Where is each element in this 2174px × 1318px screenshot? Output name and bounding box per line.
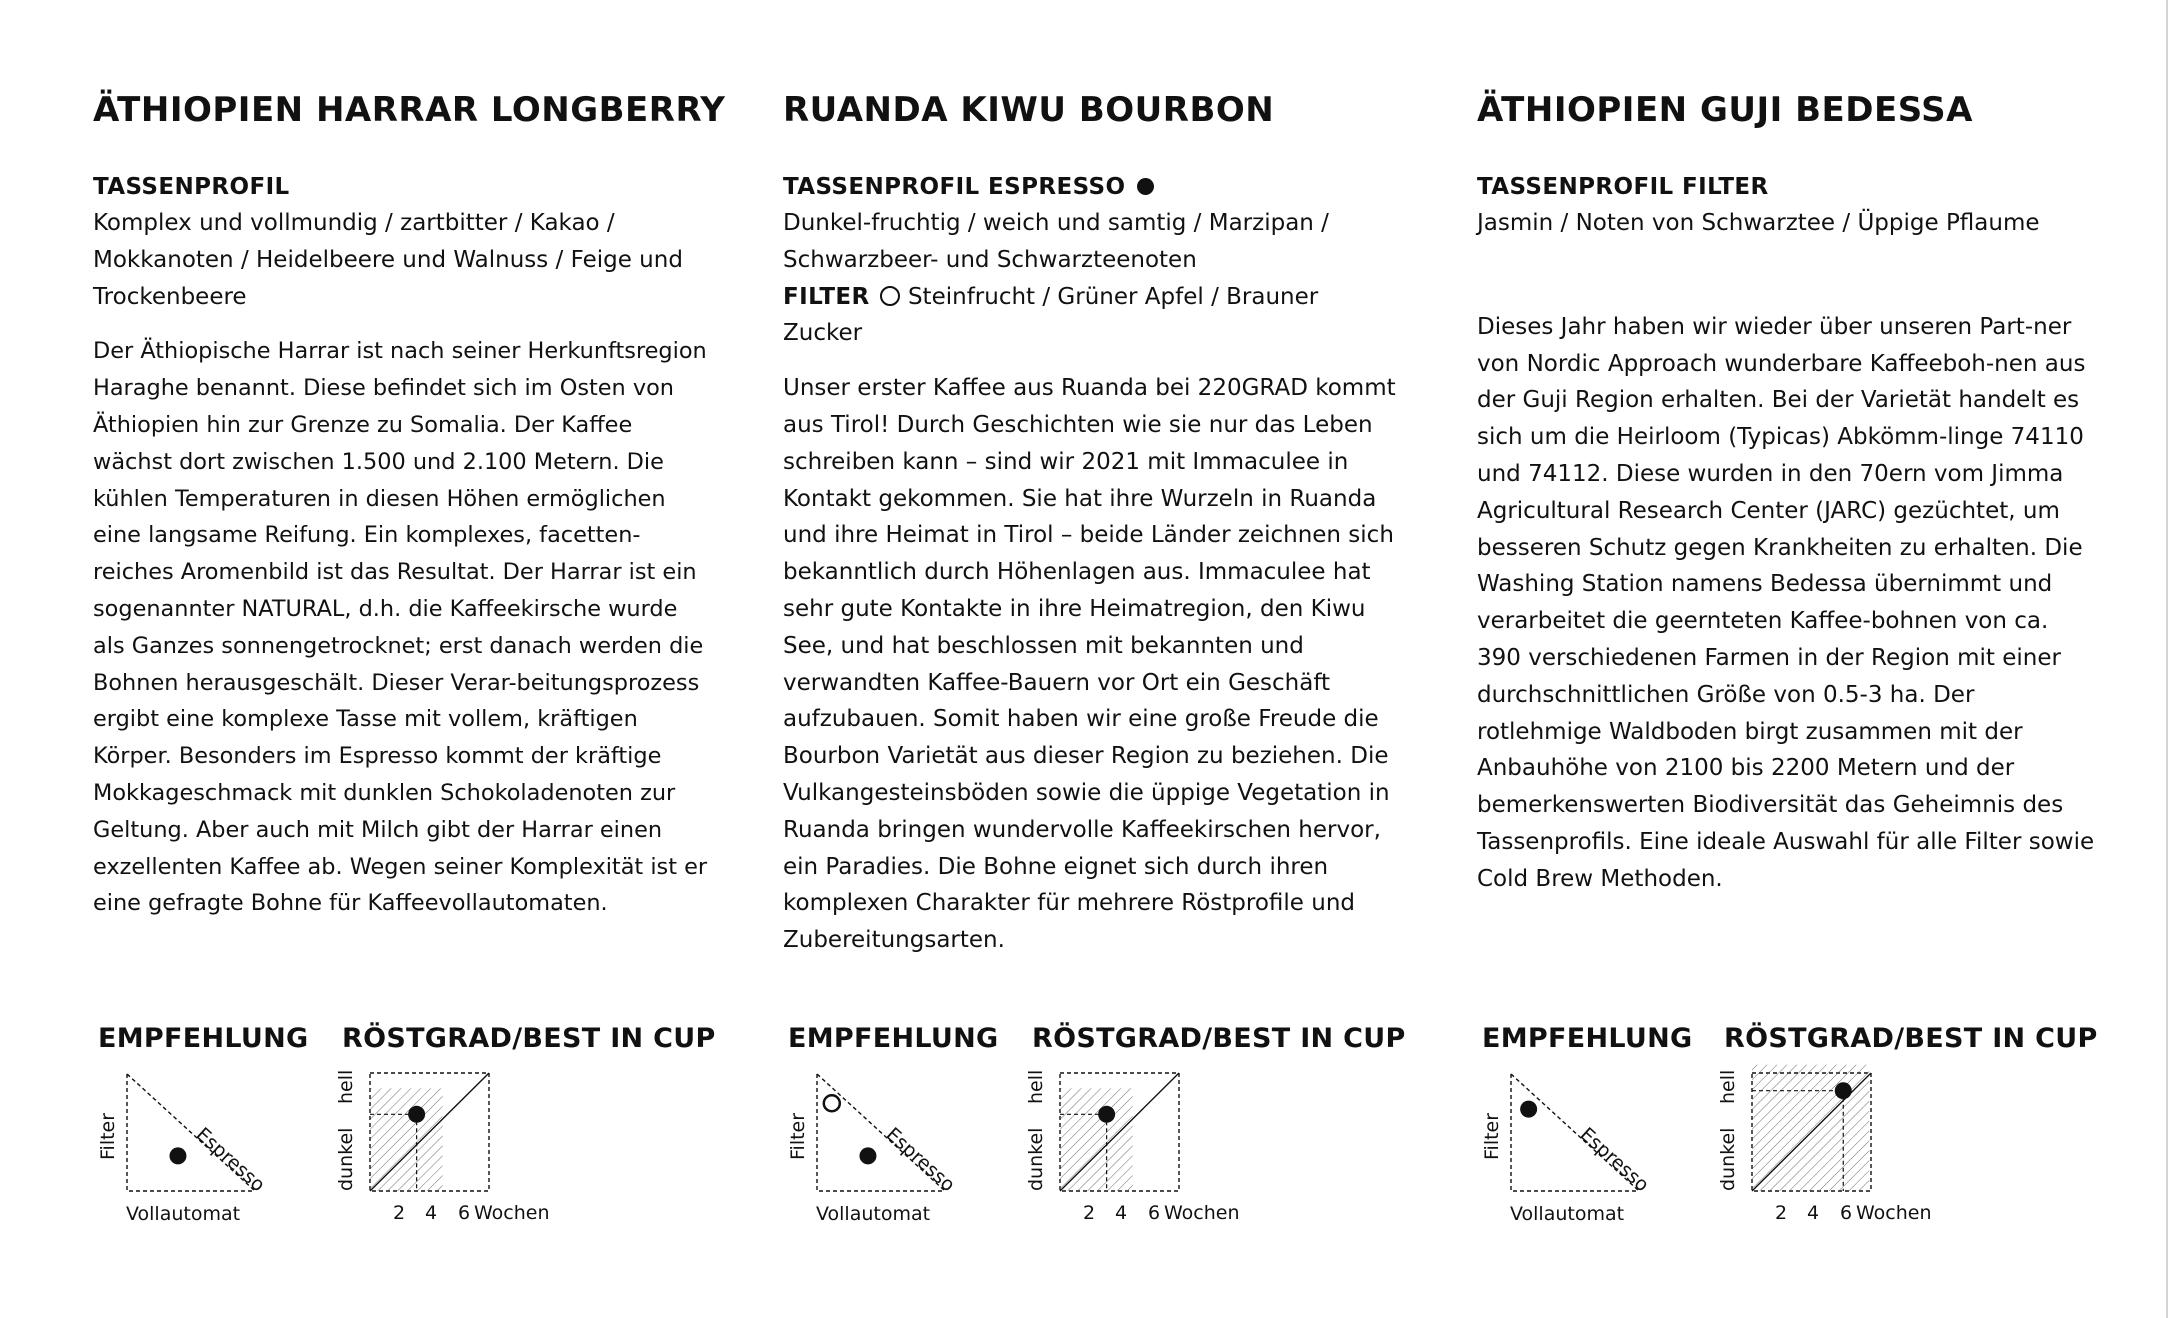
- coffee-title: ÄTHIOPIEN GUJI BEDESSA: [1477, 90, 1973, 130]
- axis-label-wochen: Wochen: [1164, 1202, 1240, 1224]
- description-text: Der Äthiopische Harrar ist nach seiner Herkunftsregion Haraghe benannt. Diese befindet sich im Osten von Äthiopien hin zur Grenze zu Somalia. Der Kaffee wächst dort zwischen 1.500 und 2.100 Metern. Die kühlen Temperaturen in diesen Höhen ermöglichen eine langsame Reifung. Ein komplexes, facetten-reiches Aromenbild ist das Resultat. Der Harrar ist ein sogenannter NATURAL, d.h. die Kaffeekirsche wurde als Ganzes sonnengetrocknet; erst danach werden die Bohnen herausgeschält. Dieser Verar-beitungsprozess ergibt eine komplexe Tasse mit vollem, kräftigen Körper. Besonders im Espresso kommt der kräftige Mokkageschmack mit dunklen Schokoladenoten zur Geltung. Aber auch mit Milch gibt der Harrar einen exzellenten Kaffee ab. Wegen seiner Komplexität ist er eine gefragte Bohne für Kaffeevollautomaten.: [93, 338, 708, 917]
- roast-diagram: [1025, 1060, 1260, 1230]
- axis-label-vollautomat: Vollautomat: [1510, 1203, 1625, 1225]
- profile-label: TASSENPROFIL: [93, 174, 290, 200]
- roestgrad-heading: RÖSTGRAD/BEST IN CUP: [342, 1023, 716, 1054]
- axis-label-hell: hell: [1717, 1069, 1739, 1104]
- description-text: Unser erster Kaffee aus Ruanda bei 220GRAD kommt aus Tirol! Durch Geschichten wie sie nur das Leben schreiben kann – sind wir 2021 mit Immaculee in Kontakt gekommen. Sie hat ihre Wurzeln in Ruanda und ihre Heimat in Tirol – beide Länder zeichnen sich bekanntlich durch Höhenlagen aus. Immaculee hat sehr gute Kontakte in ihre Heimatregion, den Kiwu See, und hat beschlossen mit bekannten und verwandten Kaffee-Bauern vor Ort ein Geschäft aufzubauen. Somit haben wir eine große Freude die Bourbon Varietät aus dieser Region zu beziehen. Die Vulkangesteinsböden sowie die üppige Vegetation in Ruanda bringen wundervolle Kaffeekirschen hervor, ein Paradies. Die Bohne eignet sich durch ihren komplexen Charakter für mehrere Röstprofile und Zubereitungsarten.: [783, 375, 1396, 954]
- recommendation-marker: [1520, 1101, 1537, 1118]
- recommendation-marker-open: [824, 1095, 840, 1111]
- empfehlung-heading: EMPFEHLUNG: [788, 1023, 999, 1054]
- roast-diagram: [1717, 1060, 1952, 1230]
- recommendation-marker: [169, 1147, 186, 1164]
- roast-marks: [1752, 1065, 1869, 1191]
- tick-6: 6: [457, 1202, 471, 1224]
- recommendation-marker: [859, 1147, 876, 1164]
- roestgrad-heading: RÖSTGRAD/BEST IN CUP: [1724, 1023, 2098, 1054]
- roast-hatch-area: [370, 1088, 443, 1191]
- axis-label-hell: hell: [335, 1069, 357, 1104]
- roast-hatch-area: [1752, 1065, 1869, 1191]
- filter-circle-icon: [880, 286, 900, 306]
- roast-marker: [1098, 1106, 1115, 1123]
- axis-label-dunkel: dunkel: [1717, 1127, 1739, 1191]
- roast-hatch-area: [1060, 1088, 1133, 1191]
- tick-4: 4: [424, 1202, 438, 1224]
- tick-6: 6: [1839, 1202, 1853, 1224]
- axis-label-dunkel: dunkel: [1025, 1127, 1047, 1191]
- axis-label-espresso: Espresso: [1575, 1123, 1654, 1197]
- roast-marks: [370, 1088, 443, 1191]
- recommendation-diagram: [787, 1060, 980, 1230]
- filter-text: Steinfrucht / Grüner Apfel / Brauner Zucker: [783, 283, 1319, 347]
- coffee-column-guji: [1477, 85, 2097, 898]
- axis-label-espresso: Espresso: [191, 1123, 270, 1197]
- empfehlung-heading: EMPFEHLUNG: [98, 1023, 309, 1054]
- axis-label-dunkel: dunkel: [335, 1127, 357, 1191]
- coffee-title: RUANDA KIWU BOURBON: [783, 90, 1275, 130]
- recommendation-diagram: [97, 1060, 290, 1230]
- axis-label-filter: Filter: [97, 1112, 119, 1160]
- axis-label-wochen: Wochen: [1856, 1202, 1932, 1224]
- roast-marker: [408, 1106, 425, 1123]
- axis-label-vollautomat: Vollautomat: [126, 1203, 241, 1225]
- coffee-column-harrar: [93, 85, 726, 922]
- tick-2: 2: [392, 1202, 406, 1224]
- profile-text: Dunkel-fruchtig / weich und samtig / Marzipan / Schwarzbeer- und Schwarzteenoten: [783, 210, 1329, 273]
- profile-text: Jasmin / Noten von Schwarztee / Üppige Pflaume: [1477, 210, 2040, 236]
- axis-label-wochen: Wochen: [474, 1202, 550, 1224]
- profile-label: TASSENPROFIL FILTER: [1477, 174, 1769, 200]
- empfehlung-heading: EMPFEHLUNG: [1482, 1023, 1693, 1054]
- coffee-column-ruanda: [783, 85, 1403, 959]
- roast-marks: [1060, 1088, 1133, 1191]
- recommendation-diagram: [1481, 1060, 1674, 1230]
- filter-label: FILTER: [783, 283, 870, 310]
- tick-4: 4: [1114, 1202, 1128, 1224]
- tick-4: 4: [1806, 1202, 1820, 1224]
- description-text: Dieses Jahr haben wir wieder über unseren Part-ner von Nordic Approach wunderbare Kaffeeboh-nen aus der Guji Region erhalten. Bei der Varietät handelt es sich um die Heirloom (Typicas) Abkömm-linge 74110 und 74112. Diese wurden in den 70ern vom Jimma Agricultural Research Center (JARC) gezüchtet, um besseren Schutz gegen Krankheiten zu erhalten. Die Washing Station namens Bedessa übernimmt und verarbeitet die geernteten Kaffee-bohnen von ca. 390 verschiedenen Farmen in der Region mit einer durchschnittlichen Größe von 0.5-3 ha. Der rotlehmige Waldboden birgt zusammen mit der Anbauhöhe von 2100 bis 2200 Metern und der bemerkenswerten Biodiversität das Geheimnis des Tassenprofils. Eine ideale Auswahl für alle Filter sowie Cold Brew Methoden.: [1477, 313, 2095, 892]
- axis-label-espresso: Espresso: [881, 1123, 960, 1197]
- profile-text: Komplex und vollmundig / zartbitter / Kakao / Mokkanoten / Heidelbeere und Walnuss / Feige und Trockenbeere: [93, 210, 683, 310]
- axis-label-filter: Filter: [787, 1112, 809, 1160]
- profile-label: [783, 169, 1403, 205]
- roast-diagram: [335, 1060, 570, 1230]
- right-edge-rule: [2166, 0, 2168, 1318]
- profile-label-text: TASSENPROFIL ESPRESSO: [783, 174, 1126, 200]
- axis-label-hell: hell: [1025, 1069, 1047, 1104]
- axis-label-vollautomat: Vollautomat: [816, 1203, 931, 1225]
- roestgrad-heading: RÖSTGRAD/BEST IN CUP: [1032, 1023, 1406, 1054]
- recommendation-markers: [824, 1095, 877, 1164]
- recommendation-markers: [1520, 1101, 1537, 1118]
- filter-profile: [783, 279, 1403, 353]
- espresso-dot-icon: [1137, 178, 1154, 195]
- tick-2: 2: [1082, 1202, 1096, 1224]
- tick-2: 2: [1774, 1202, 1788, 1224]
- axis-label-filter: Filter: [1481, 1112, 1503, 1160]
- coffee-title: ÄTHIOPIEN HARRAR LONGBERRY: [93, 90, 726, 130]
- roast-marker: [1835, 1082, 1852, 1099]
- recommendation-markers: [169, 1147, 186, 1164]
- tick-6: 6: [1147, 1202, 1161, 1224]
